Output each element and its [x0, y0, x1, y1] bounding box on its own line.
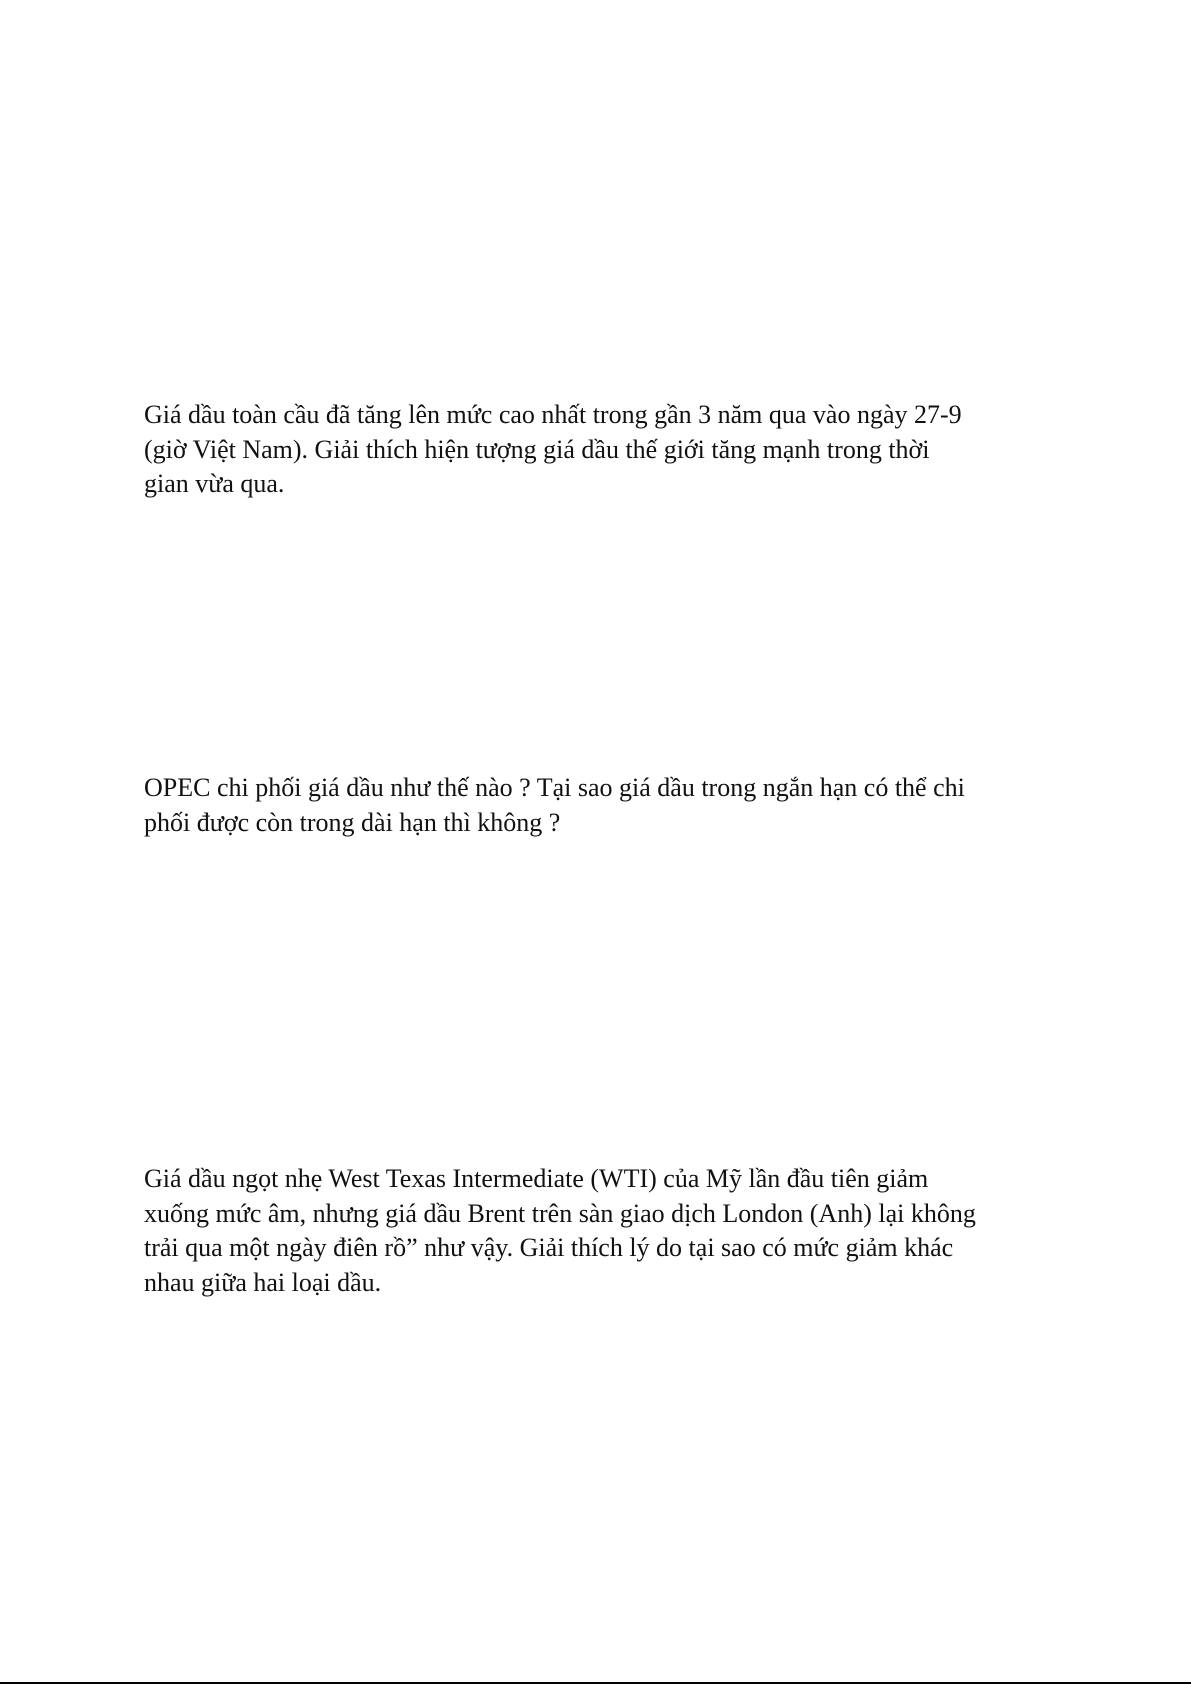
question-3-line-1: Giá dầu ngọt nhẹ West Texas Intermediate (WTI) của Mỹ lần đầu tiên giảm — [144, 1164, 929, 1193]
question-3-line-2: xuống mức âm, nhưng giá dầu Brent trên sàn giao dịch London (Anh) lại không — [144, 1198, 976, 1228]
question-2-line-1: OPEC chi phối giá dầu như thế nào ? Tại sao giá dầu trong ngắn hạn có thể chi — [144, 773, 965, 802]
question-3 — [144, 1162, 1054, 1300]
page-bottom-border — [0, 1682, 1191, 1684]
question-1-line-2: (giờ Việt Nam). Giải thích hiện tượng giá dầu thế giới tăng mạnh trong thời — [144, 434, 930, 464]
question-3-line-4: nhau giữa hai loại dầu. — [144, 1267, 382, 1297]
question-1-line-1: Giá dầu toàn cầu đã tăng lên mức cao nhất trong gần 3 năm qua vào ngày 27-9 — [144, 400, 962, 429]
question-2 — [144, 771, 1054, 840]
question-1 — [144, 398, 1054, 502]
question-1-line-3: gian vừa qua. — [144, 469, 285, 498]
question-3-line-3: trải qua một ngày điên rồ” như vậy. Giải thích lý do tại sao có mức giảm khác — [144, 1233, 954, 1262]
question-2-line-2: phối được còn trong dài hạn thì không ? — [144, 807, 561, 837]
